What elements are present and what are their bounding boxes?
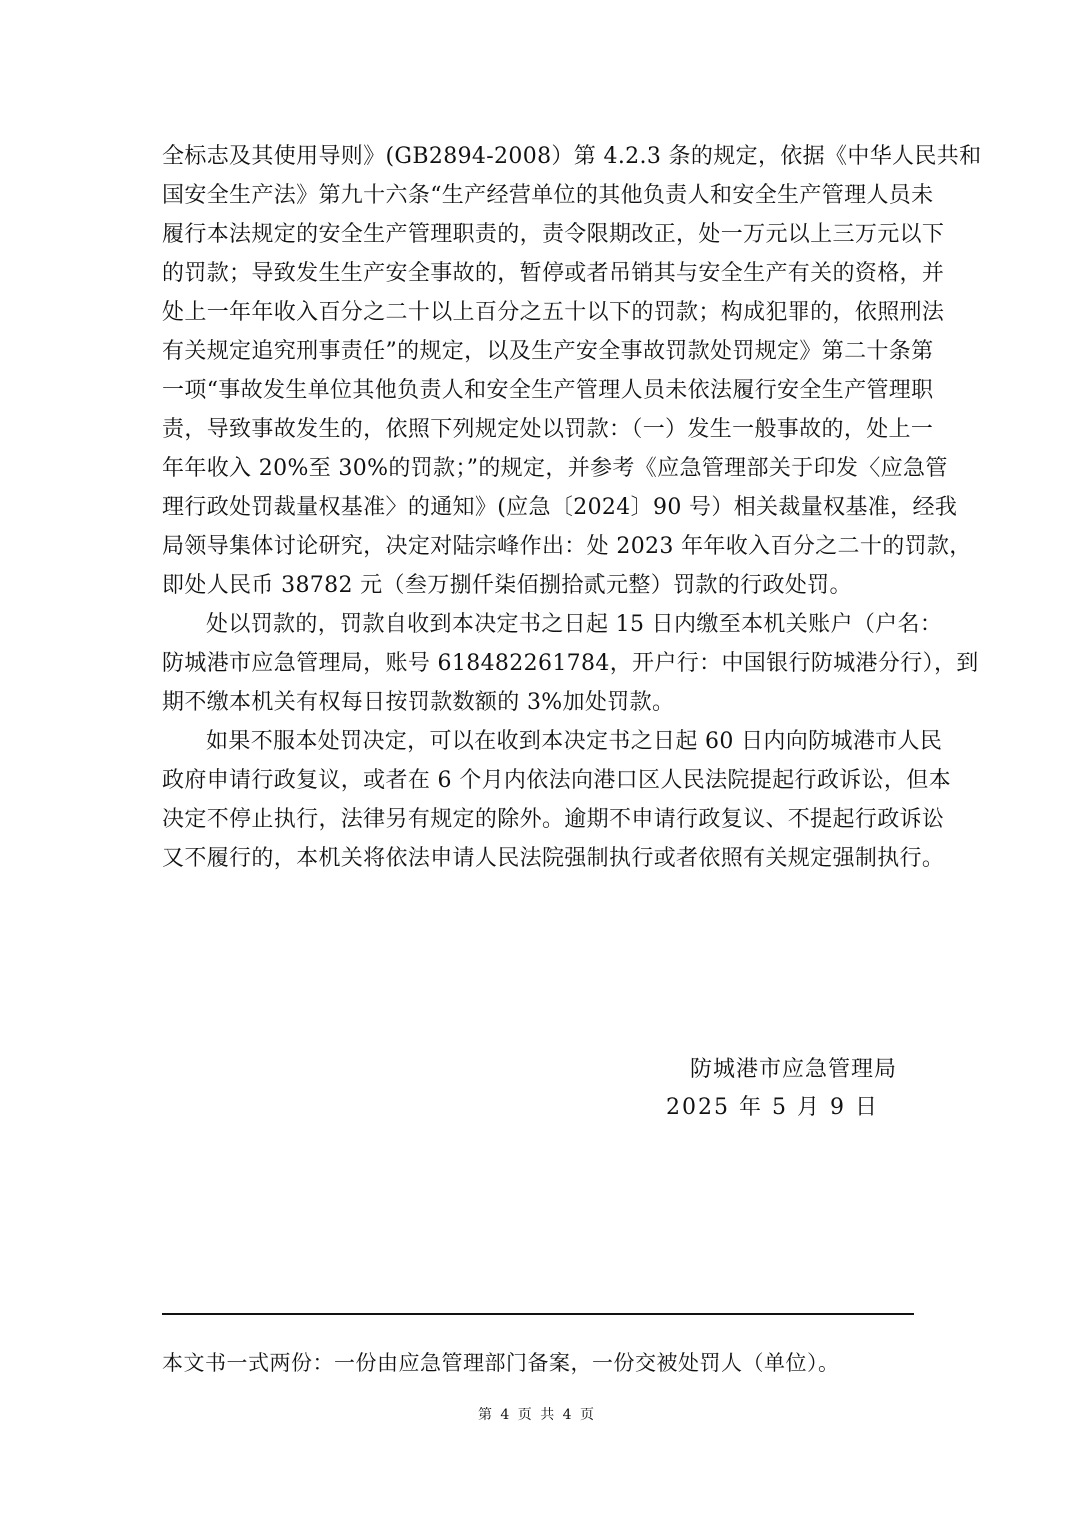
issue-date: 2025 年 5 月 9 日 <box>666 1095 879 1120</box>
document-body <box>162 137 982 878</box>
body-line: 履行本法规定的安全生产管理职责的，责令限期改正，处一万元以上三万元以下 <box>162 222 945 247</box>
body-line: 理行政处罚裁量权基准〉的通知》(应急〔2024〕90 号）相关裁量权基准，经我 <box>162 495 958 520</box>
body-line: 国安全生产法》第九十六条“生产经营单位的其他负责人和安全生产管理人员未 <box>162 183 934 208</box>
body-line: 防城港市应急管理局，账号 618482261784，开户行：中国银行防城港分行），到 <box>162 651 979 676</box>
body-line: 处以罚款的，罚款自收到本决定书之日起 15 日内缴至本机关账户（户名： <box>206 612 943 637</box>
signature-block <box>666 1051 897 1127</box>
body-line: 有关规定追究刑事责任”的规定，以及生产安全事故罚款处罚规定》第二十条第 <box>162 339 934 364</box>
body-line: 全标志及其使用导则》(GB2894-2008）第 4.2.3 条的规定，依据《中华人民共和 <box>162 144 982 169</box>
issuing-organization: 防城港市应急管理局 <box>689 1057 897 1082</box>
body-line: 如果不服本处罚决定，可以在收到本决定书之日起 60 日内向防城港市人民 <box>206 729 943 754</box>
body-line: 又不履行的，本机关将依法申请人民法院强制执行或者依照有关规定强制执行。 <box>162 846 945 871</box>
body-line: 局领导集体讨论研究，决定对陆宗峰作出：处 2023 年年收入百分之二十的罚款， <box>162 534 972 559</box>
body-line: 处上一年年收入百分之二十以上百分之五十以下的罚款；构成犯罪的，依照刑法 <box>162 300 945 325</box>
body-line: 的罚款；导致发生生产安全事故的，暂停或者吊销其与安全生产有关的资格，并 <box>162 261 945 286</box>
footnote-divider <box>162 1313 914 1315</box>
body-line: 决定不停止执行，法律另有规定的除外。逾期不申请行政复议、不提起行政诉讼 <box>162 807 945 832</box>
body-line: 责，导致事故发生的，依照下列规定处以罚款：（一）发生一般事故的，处上一 <box>162 417 934 442</box>
body-line: 年年收入 20%至 30%的罚款；”的规定，并参考《应急管理部关于印发〈应急管 <box>162 456 948 481</box>
body-line: 期不缴本机关有权每日按罚款数额的 3%加处罚款。 <box>162 690 675 715</box>
body-line: 一项“事故发生单位其他负责人和安全生产管理人员未依法履行安全生产管理职 <box>162 378 934 403</box>
footnote: 本文书一式两份：一份由应急管理部门备案，一份交被处罚人（单位）。 <box>162 1351 840 1375</box>
body-line: 政府申请行政复议，或者在 6 个月内依法向港口区人民法院提起行政诉讼，但本 <box>162 768 951 793</box>
page-number: 第 4 页 共 4 页 <box>477 1407 597 1423</box>
body-line: 即处人民币 38782 元（叁万捌仟柒佰捌拾贰元整）罚款的行政处罚。 <box>162 573 852 598</box>
